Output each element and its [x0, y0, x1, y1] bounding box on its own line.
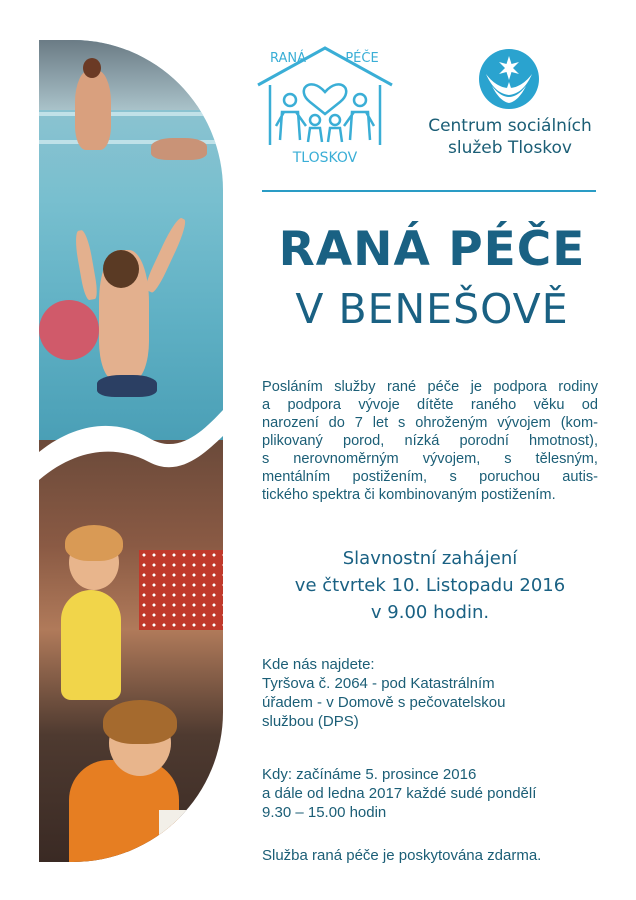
centrum-socialnich-sluzeb-name [410, 115, 610, 159]
wave-divider [39, 390, 223, 500]
location-line: úřadem - v Domově s pečovatelskou [262, 694, 506, 711]
service-description [262, 378, 598, 504]
swimmer-man [151, 138, 207, 160]
description-line: mentálním postižením, s poruchou autis- [262, 469, 598, 485]
opening-event [250, 545, 610, 626]
red-tablecloth [139, 550, 223, 630]
logo-text-tloskov: TLOSKOV [292, 150, 358, 166]
child-swimmer-head [103, 250, 139, 288]
child-yellow-hair [65, 525, 123, 561]
child-yellow-shirt [61, 590, 121, 700]
page-title: RANÁ PÉČE [278, 222, 586, 277]
description-line: plikovaný porod, nízká porodní hmotnost), [262, 433, 598, 449]
description-line: a podpora vývoje dítěte raného věku od [262, 397, 598, 413]
description-line: narození do 7 let s ohroženým vývojem (kom- [262, 415, 598, 431]
photo-collage [39, 40, 223, 862]
header-divider [262, 190, 596, 192]
swimmer-woman [75, 70, 111, 150]
centrum-name-line1: Centrum sociálních [428, 116, 592, 136]
pool-wall [39, 40, 223, 110]
swimmer-woman-head [83, 58, 101, 78]
child-float [39, 300, 99, 360]
photo-children-playing [39, 440, 223, 862]
centrum-socialnich-sluzeb-logo-icon [478, 48, 540, 110]
location-line: Kde nás najdete: [262, 656, 375, 673]
description-line: s nerovnoměrným vývojem, s tělesným, [262, 451, 598, 467]
schedule-line: 9.30 – 15.00 hodin [262, 804, 387, 821]
centrum-name-line2: služeb Tloskov [448, 138, 572, 158]
logo-text-pece: PÉČE [345, 51, 379, 66]
description-line: Posláním služby rané péče je podpora rodiny [262, 379, 598, 395]
schedule-info [262, 765, 612, 822]
child-arm-left [73, 229, 99, 300]
event-line: ve čtvrtek 10. Listopadu 2016 [294, 575, 566, 596]
location-info [262, 655, 612, 731]
child-orange-hair [103, 700, 177, 744]
logo-text-rana: RANÁ [269, 51, 307, 66]
schedule-line: a dále od ledna 2017 každé sudé pondělí [262, 785, 537, 802]
free-service-note: Služba raná péče je poskytována zdarma. [262, 847, 542, 864]
schedule-line: Kdy: začínáme 5. prosince 2016 [262, 766, 477, 783]
child-arm-right [143, 216, 189, 294]
page-subtitle: V BENEŠOVĚ [295, 285, 569, 333]
event-line: v 9.00 hodin. [370, 602, 490, 623]
photo-swimming-pool [39, 40, 223, 440]
location-line: Tyršova č. 2064 - pod Katastrálním [262, 675, 495, 692]
event-line: Slavnostní zahájení [342, 548, 518, 569]
pool-lane [39, 112, 223, 116]
drawing-paper [159, 810, 223, 862]
location-line: službou (DPS) [262, 713, 359, 730]
description-line: tického spektra či kombinovaným postižením. [262, 487, 556, 503]
rana-pece-tloskov-logo [250, 40, 400, 170]
